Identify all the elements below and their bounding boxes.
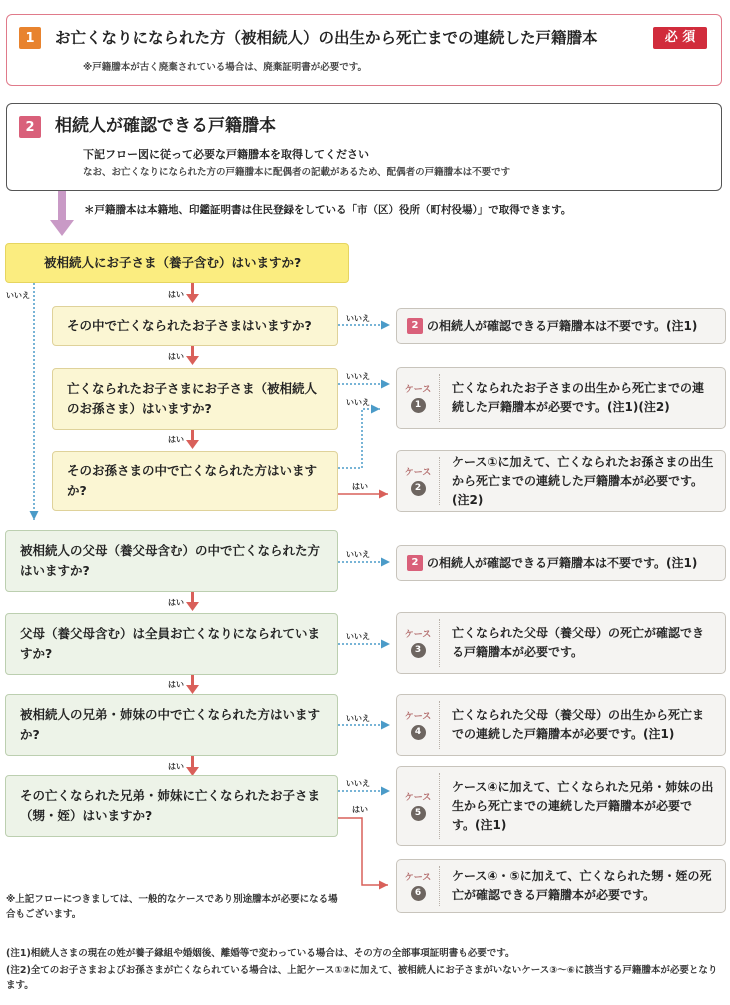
result-text: 亡くなられた父母（養父母）の死亡が確認できる戸籍謄本が必要です。: [452, 626, 705, 659]
label-no: いいえ: [346, 632, 370, 641]
section2-title: 相続人が確認できる戸籍謄本: [55, 116, 276, 136]
section2-line1: 下記フロー図に従って必要な戸籍謄本を取得してください: [83, 148, 369, 161]
section1-box: [6, 14, 722, 86]
label-yes: はい: [168, 290, 184, 299]
question-text: 被相続人の兄弟・姉妹の中で亡くなられた方はいますか?: [20, 707, 321, 742]
question-deceased-nephews-nieces: [5, 775, 338, 837]
case-badge: [397, 613, 439, 673]
result-not-needed: [396, 545, 726, 581]
label-yes: はい: [168, 762, 184, 771]
label-yes: はい: [168, 680, 184, 689]
case-label: ケース: [404, 384, 432, 395]
case-badge: [397, 451, 439, 511]
result-text: ケース④に加えて、亡くなられた兄弟・姉妹の出生から死亡までの連続した戸籍謄本が必要です。(注1): [452, 779, 714, 832]
case-label: ケース: [404, 711, 432, 722]
result-case-5: [396, 766, 726, 846]
label-no: いいえ: [346, 779, 370, 788]
remark: ＊戸籍謄本は本籍地、印鑑証明書は住民登録をしている「市（区）役所（町村役場）」で取得できます。: [84, 204, 572, 216]
question-text: 被相続人にお子さま（養子含む）はいますか?: [44, 255, 302, 270]
result-case-6: [396, 859, 726, 913]
label-no: いいえ: [346, 398, 370, 407]
result-text: ケース①に加えて、亡くなられたお孫さまの出生から死亡までの連続した戸籍謄本が必要です。(注2): [452, 454, 714, 507]
question-has-children: [5, 243, 349, 283]
section1-number: 1: [19, 27, 41, 49]
result-case-1: [396, 367, 726, 429]
case-number: 2: [411, 481, 426, 496]
label-no: いいえ: [346, 714, 370, 723]
result-text: 亡くなられたお子さまの出生から死亡までの連続した戸籍謄本が必要です。(注1)(注2): [452, 381, 705, 414]
case-badge: [397, 767, 439, 845]
case-number: 5: [411, 806, 426, 821]
case-label: ケース: [404, 467, 432, 478]
case-badge: [397, 368, 439, 428]
case-number: 3: [411, 643, 426, 658]
question-deceased-children: [52, 306, 338, 346]
question-text: 被相続人の父母（養父母含む）の中で亡くなられた方はいますか?: [20, 543, 321, 578]
question-text: その亡くなられた兄弟・姉妹に亡くなられたお子さま（甥・姪）はいますか?: [20, 788, 321, 823]
question-deceased-grandchildren: [52, 451, 338, 511]
section1-title: お亡くなりになられた方（被相続人）の出生から死亡までの連続した戸籍謄本: [55, 29, 598, 47]
label-yes: はい: [352, 805, 368, 814]
label-yes: はい: [168, 435, 184, 444]
label-no: いいえ: [346, 550, 370, 559]
result-case-3: [396, 612, 726, 674]
footnote-2: (注2)全てのお子さまおよびお孫さまが亡くなられている場合は、上記ケース①②に加えて、被相続人にお子さまがいないケース③〜⑥に該当する戸籍謄本が必要となります。: [6, 965, 718, 991]
case-label: ケース: [404, 629, 432, 640]
result-case-2: [396, 450, 726, 512]
question-text: 亡くなられたお子さまにお子さま（被相続人のお孫さま）はいますか?: [67, 381, 318, 416]
question-deceased-parents: [5, 530, 338, 592]
section2-box: [6, 103, 722, 191]
case-label: ケース: [404, 872, 432, 883]
question-text: その中で亡くなられたお子さまはいますか?: [67, 318, 312, 333]
label-no: いいえ: [346, 372, 370, 381]
section1-note: ※戸籍謄本が古く廃棄されている場合は、廃棄証明書が必要です。: [83, 62, 367, 73]
question-text: そのお孫さまの中で亡くなられた方はいますか?: [67, 463, 318, 498]
case-number: 4: [411, 725, 426, 740]
result-text: の相続人が確認できる戸籍謄本は不要です。(注1): [427, 318, 698, 333]
question-all-parents-deceased: [5, 613, 338, 675]
question-grandchildren: [52, 368, 338, 430]
section2-ref-number: 2: [407, 318, 423, 334]
footnote-1: (注1)相続人さまの現在の姓が養子縁組や婚姻後、離婚等で変わっている場合は、その方の全部事項証明書も必要です。: [6, 948, 515, 959]
label-no: いいえ: [6, 291, 30, 300]
label-no: いいえ: [346, 314, 370, 323]
side-note: ※上記フローにつきましては、一般的なケースであり別途謄本が必要になる場合もございます。: [6, 894, 338, 920]
result-text: の相続人が確認できる戸籍謄本は不要です。(注1): [427, 555, 698, 570]
result-case-4: [396, 694, 726, 756]
label-yes: はい: [168, 352, 184, 361]
result-not-needed: [396, 308, 726, 344]
question-deceased-siblings: [5, 694, 338, 756]
case-number: 1: [411, 398, 426, 413]
case-number: 6: [411, 886, 426, 901]
case-badge: [397, 695, 439, 755]
label-yes: はい: [352, 482, 368, 491]
case-badge: [397, 860, 439, 912]
label-yes: はい: [168, 598, 184, 607]
required-badge: 必 須: [653, 27, 707, 49]
section2-ref-number: 2: [407, 555, 423, 571]
section2-number: 2: [19, 116, 41, 138]
section2-line2: なお、お亡くなりになられた方の戸籍謄本に配偶者の記載があるため、配偶者の戸籍謄本は不要です: [83, 167, 511, 178]
result-text: 亡くなられた父母（養父母）の出生から死亡までの連続した戸籍謄本が必要です。(注1): [452, 708, 705, 741]
case-label: ケース: [404, 792, 432, 803]
result-text: ケース④・⑤に加えて、亡くなられた甥・姪の死亡が確認できる戸籍謄本が必要です。: [452, 869, 712, 902]
question-text: 父母（養父母含む）は全員お亡くなりになられていますか?: [20, 626, 321, 661]
